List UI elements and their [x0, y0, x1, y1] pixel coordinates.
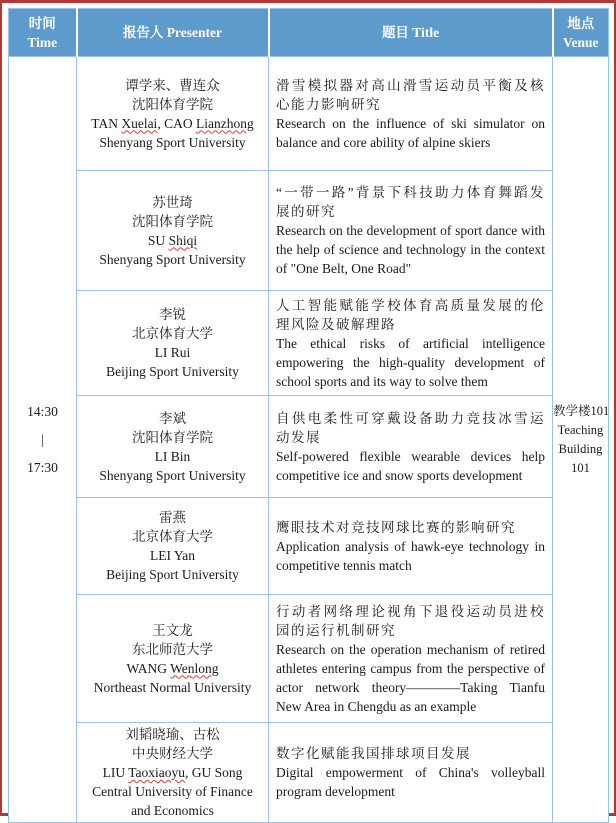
- table-row: [9, 498, 609, 595]
- header-row: [9, 9, 609, 57]
- col-header-time: [9, 9, 77, 57]
- presenter-affiliation-zh: 北京体育大学: [132, 529, 213, 544]
- misspelled-name: Lianzhong: [195, 115, 254, 131]
- title-zh: 数字化赋能我国排球项目发展: [276, 746, 471, 761]
- title-cell: [269, 723, 553, 823]
- presenter-affiliation-zh: 东北师范大学: [132, 641, 213, 657]
- presenter-affiliation-zh: 沈阳体育学院: [132, 213, 213, 229]
- venue-line: 教学楼101: [553, 403, 610, 418]
- presenter-names-zh: 刘韬晓瑜、古松: [125, 727, 220, 742]
- title-zh: 行动者网络理论视角下退役运动员进校园的运行机制研究: [276, 603, 545, 638]
- time-start: 14:30: [27, 403, 58, 419]
- name-text: , CAO: [157, 115, 196, 131]
- title-en: Self-powered flexible wearable devices help competitive ice and snow sports development: [276, 448, 545, 483]
- presenter-cell: [77, 723, 269, 823]
- venue-line: Building: [558, 441, 603, 456]
- presenter-affiliation-zh: 沈阳体育学院: [132, 429, 213, 445]
- title-zh: 鹰眼技术对竞技网球比赛的影响研究: [276, 519, 516, 535]
- title-en: The ethical risks of artificial intelligence empowering the high-quality development of school sports and its way to solve them: [276, 335, 545, 389]
- table-row: [9, 723, 609, 823]
- col-header-time-zh: 时间: [28, 15, 56, 31]
- title-zh: “一带一路”背景下科技助力体育舞蹈发展的研究: [276, 185, 545, 219]
- name-text: SU: [147, 232, 169, 248]
- presenter-names-en: [81, 114, 264, 133]
- time-end: 17:30: [27, 459, 58, 475]
- col-header-time-en: Time: [27, 34, 58, 50]
- presenter-names-en: [81, 763, 264, 782]
- name-text: TAN: [91, 115, 122, 131]
- venue-cell: [553, 57, 609, 823]
- title-cell: [269, 396, 553, 498]
- presenter-cell: [77, 57, 269, 171]
- title-en: Research on the influence of ski simulator on balance and core ability of alpine skiers: [276, 115, 545, 150]
- col-header-title: 题目 Title: [269, 9, 553, 57]
- venue-line: 101: [571, 460, 590, 475]
- title-cell: [269, 291, 553, 396]
- title-zh: 人工智能赋能学校体育高质量发展的伦理风险及破解理路: [276, 297, 545, 332]
- presenter-affiliation-en: Shenyang Sport University: [99, 467, 246, 483]
- presenter-cell: [77, 396, 269, 498]
- time-cell: [9, 57, 77, 823]
- presenter-names-zh: 谭学来、曹连众: [125, 77, 220, 93]
- col-header-venue-en: Venue: [562, 34, 599, 50]
- col-header-venue: [553, 9, 609, 57]
- title-cell: [269, 595, 553, 723]
- presenter-cell: [77, 291, 269, 396]
- presenter-affiliation-en: Shenyang Sport University: [99, 251, 246, 267]
- presenter-cell: [77, 498, 269, 595]
- presenter-affiliation-en: Northeast Normal University: [93, 679, 252, 695]
- presenter-names-en: [81, 231, 264, 250]
- misspelled-name: Shiqi: [168, 232, 198, 248]
- name-text: WANG: [126, 660, 171, 676]
- name-text: LI Bin: [154, 448, 191, 464]
- presenter-names-en: [81, 546, 264, 565]
- title-en: Application analysis of hawk-eye technology in competitive tennis match: [276, 538, 545, 573]
- time-separator: |: [41, 431, 44, 447]
- presenter-affiliation-zh: 北京体育大学: [132, 326, 213, 341]
- title-cell: [269, 171, 553, 291]
- presenter-names-en: [81, 447, 264, 466]
- presenter-names-en: [81, 659, 264, 678]
- name-text: LI Rui: [154, 345, 191, 360]
- misspelled-name: Wenlong: [170, 660, 219, 676]
- misspelled-name: Xuelai: [121, 115, 158, 131]
- title-cell: [269, 57, 553, 171]
- presenter-cell: [77, 171, 269, 291]
- presenter-affiliation-zh: 沈阳体育学院: [132, 96, 213, 112]
- presenter-names-zh: 李锐: [159, 307, 186, 322]
- presenter-names-zh: 苏世琦: [152, 194, 193, 210]
- name-text: LIU: [102, 765, 129, 780]
- misspelled-name: Taoxiaoyu: [128, 765, 186, 780]
- table-row: [9, 171, 609, 291]
- presenter-affiliation-en: Shenyang Sport University: [99, 134, 246, 150]
- presenter-names-zh: 雷燕: [159, 510, 186, 525]
- venue-line: Teaching: [557, 422, 604, 437]
- presenter-affiliation-en: Beijing Sport University: [106, 567, 239, 582]
- title-cell: [269, 498, 553, 595]
- presenter-affiliation-en: Beijing Sport University: [106, 364, 239, 379]
- presenter-affiliation-zh: 中央财经大学: [132, 746, 213, 761]
- title-zh: 滑雪模拟器对高山滑雪运动员平衡及核心能力影响研究: [276, 77, 545, 112]
- presenter-names-en: [81, 343, 264, 362]
- presenter-cell: [77, 595, 269, 723]
- presenter-names-zh: 王文龙: [152, 622, 193, 638]
- table-row: [9, 396, 609, 498]
- title-en: Digital empowerment of China's volleyball program development: [276, 765, 545, 799]
- presenter-names-zh: 李斌: [159, 410, 186, 426]
- name-text: , GU Song: [185, 765, 243, 780]
- col-header-presenter: 报告人 Presenter: [77, 9, 269, 57]
- name-text: LEI Yan: [149, 548, 195, 563]
- table-row: [9, 57, 609, 171]
- presenter-affiliation-en: Central University of Finance and Economics: [92, 784, 253, 818]
- col-header-venue-zh: 地点: [567, 15, 595, 31]
- session-schedule-table: [8, 8, 609, 823]
- title-zh: 自供电柔性可穿戴设备助力竞技冰雪运动发展: [276, 410, 545, 445]
- table-row: [9, 291, 609, 396]
- table-row: [9, 595, 609, 723]
- title-en: Research on the development of sport dance with the help of science and technology in the context of "One Belt, One Road": [276, 223, 545, 276]
- title-en: Research on the operation mechanism of retired athletes entering campus from the perspective of actor network theory————Taking Tianfu New Area in Chengdu as an example: [276, 641, 545, 714]
